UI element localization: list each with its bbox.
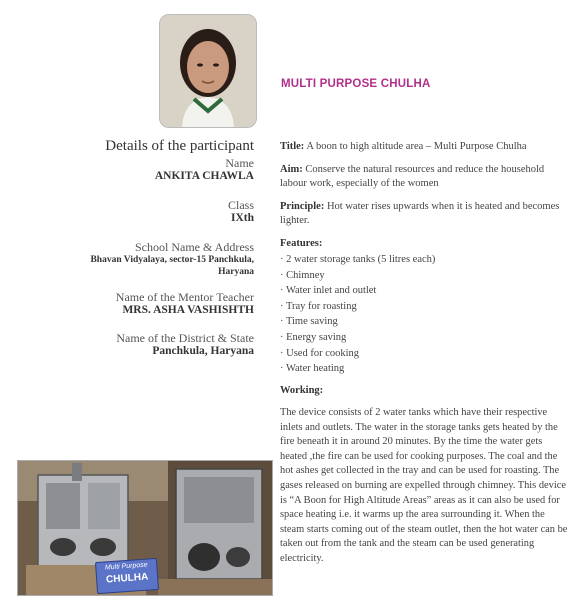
school-line-1: Bhavan Vidyalaya, sector-15 Panchkula, bbox=[90, 255, 254, 265]
principle-label: Principle: bbox=[280, 201, 325, 212]
school-line-2: Haryana bbox=[218, 267, 254, 277]
name-value: ANKITA CHAWLA bbox=[154, 170, 254, 182]
working-heading: Working: bbox=[280, 385, 324, 396]
exhibit-sign-line-2: CHULHA bbox=[105, 571, 149, 586]
school-value bbox=[34, 254, 254, 278]
list-item: · Used for cooking bbox=[280, 346, 435, 362]
mentor-value: MRS. ASHA VASHISHTH bbox=[122, 304, 254, 316]
list-item: · Tray for roasting bbox=[280, 299, 435, 315]
district-label: Name of the District & State bbox=[116, 331, 254, 345]
details-heading: Details of the participant bbox=[105, 138, 254, 154]
working-text: The device consists of 2 water tanks which have their respective inlets and outlets. The water in the storage tanks gets heated by the fire beneath it in around 20 minutes. By the time the water gets heated ,the fire can be used for cooking purposes. The coal and the hot ashes get collected in the tray and can be used for roasting. The gases released on burning are expelled through chimney. This device is “A Boon for High Altitude Areas” areas as it can also be used for space heating i.e. it warms up the area surrounding it. When the steam starts coming out of the steam outlet, then the hot water can be taken out from the tank and the steam can be used generating electricity. bbox=[280, 407, 568, 564]
list-item: · Water inlet and outlet bbox=[280, 283, 435, 299]
principle-text: Hot water rises upwards when it is heated and becomes lighter. bbox=[280, 201, 560, 226]
title-text: A boon to high altitude area – Multi Purpose Chulha bbox=[304, 141, 527, 152]
participant-photo bbox=[159, 14, 257, 128]
principle-paragraph bbox=[280, 200, 562, 228]
title-label: Title: bbox=[280, 141, 305, 152]
class-value: IXth bbox=[230, 212, 254, 224]
aim-label: Aim: bbox=[280, 164, 303, 175]
exhibit-sign bbox=[95, 558, 159, 594]
features-heading: Features: bbox=[280, 238, 323, 249]
exhibit-sign-line-1: Multi Purpose bbox=[104, 561, 148, 572]
list-item: · 2 water storage tanks (5 litres each) bbox=[280, 252, 435, 268]
class-label: Class bbox=[227, 198, 254, 212]
district-value: Panchkula, Haryana bbox=[152, 345, 254, 357]
aim-paragraph bbox=[280, 163, 562, 191]
features-list bbox=[280, 252, 435, 377]
list-item: · Water heating bbox=[280, 361, 435, 377]
aim-text: Conserve the natural resources and reduce the household labour work, especially of the women bbox=[280, 164, 545, 189]
list-item: · Energy saving bbox=[280, 330, 435, 346]
mentor-label: Name of the Mentor Teacher bbox=[115, 290, 254, 304]
school-label: School Name & Address bbox=[135, 240, 254, 254]
exhibit-photo bbox=[17, 460, 273, 596]
title-paragraph bbox=[280, 140, 562, 154]
name-label: Name bbox=[225, 156, 254, 170]
project-heading: MULTI PURPOSE CHULHA bbox=[281, 78, 431, 90]
list-item: · Chimney bbox=[280, 268, 435, 284]
list-item: · Time saving bbox=[280, 314, 435, 330]
